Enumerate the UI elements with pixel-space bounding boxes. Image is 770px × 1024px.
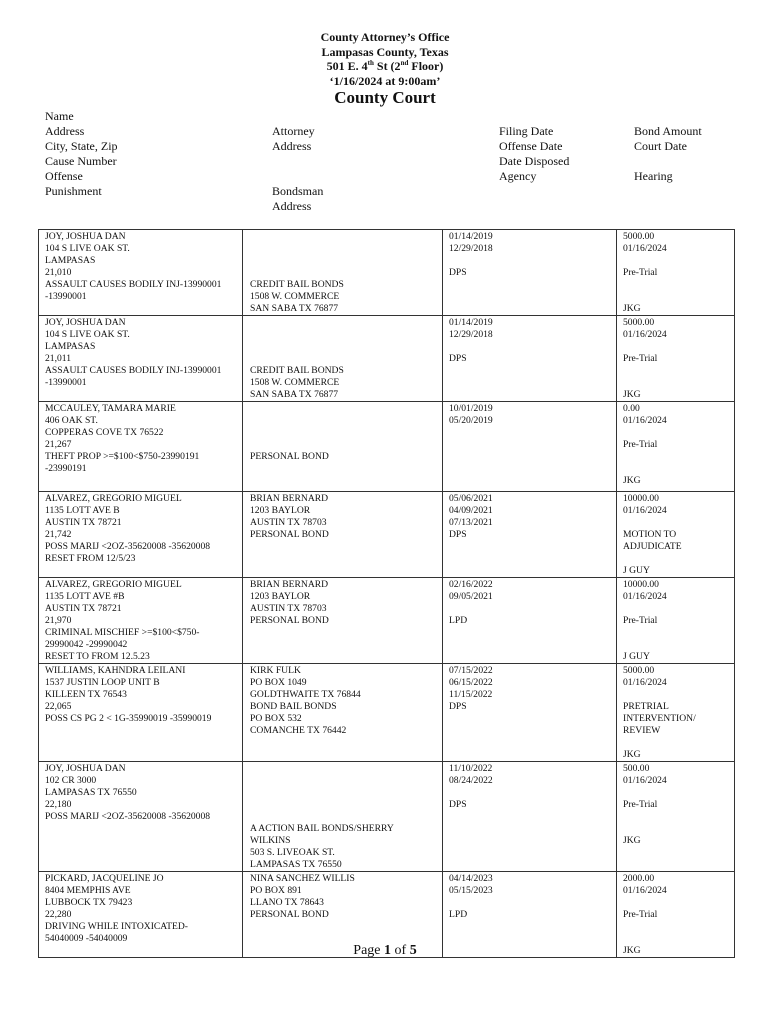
dates-agency-cell bbox=[443, 578, 617, 664]
cell-line: -23990191 bbox=[45, 463, 87, 474]
cell-line bbox=[250, 553, 442, 565]
dates-agency-cell bbox=[443, 316, 617, 402]
bond-court-cell bbox=[617, 762, 735, 872]
bond-court-cell bbox=[617, 402, 735, 492]
cell-line: REVIEW bbox=[623, 725, 661, 736]
cell-line: 12/29/2018 bbox=[449, 243, 493, 254]
cell-line: THEFT PROP >=$100<$750-23990191 bbox=[45, 451, 200, 462]
cell-line: ASSAULT CAUSES BODILY INJ-13990001 bbox=[45, 279, 222, 290]
cell-line: 05/20/2019 bbox=[449, 415, 493, 426]
cell-line: JKG bbox=[623, 389, 641, 400]
cell-line: 07/13/2021 bbox=[449, 517, 493, 528]
cell-line bbox=[250, 811, 442, 823]
cell-line: PO BOX 891 bbox=[250, 885, 302, 896]
cell-line bbox=[623, 811, 734, 823]
defendant-cell bbox=[39, 762, 243, 872]
cell-line: Pre-Trial bbox=[623, 615, 658, 626]
cell-line: 01/16/2024 bbox=[623, 591, 667, 602]
cell-line: JKG bbox=[623, 475, 641, 486]
cell-line bbox=[250, 639, 442, 651]
docket-row bbox=[39, 664, 735, 762]
cell-line: 10/01/2019 bbox=[449, 403, 493, 414]
defendant-cell bbox=[39, 578, 243, 664]
cell-line: 04/09/2021 bbox=[449, 505, 493, 516]
cell-line: WILLIAMS, KAHNDRA LEILANI bbox=[45, 665, 186, 676]
cell-line: DPS bbox=[449, 267, 467, 278]
bond-court-cell bbox=[617, 492, 735, 578]
docket-row bbox=[39, 230, 735, 316]
cell-line: LUBBOCK TX 79423 bbox=[45, 897, 133, 908]
docket-row bbox=[39, 402, 735, 492]
cell-line: 21,742 bbox=[45, 529, 72, 540]
legend-defendant: Name Address City, State, Zip Cause Number Offense Punishment bbox=[45, 109, 118, 198]
cell-line: 406 OAK ST. bbox=[45, 415, 98, 426]
docket-row bbox=[39, 316, 735, 402]
cell-line: GOLDTHWAITE TX 76844 bbox=[250, 689, 361, 700]
cell-line: 1508 W. COMMERCE bbox=[250, 377, 340, 388]
cell-line bbox=[449, 341, 616, 353]
cell-line bbox=[250, 737, 442, 749]
cell-line bbox=[449, 787, 616, 799]
cell-line bbox=[250, 231, 442, 243]
cell-line: 503 S. LIVEOAK ST. bbox=[250, 847, 335, 858]
defendant-cell bbox=[39, 664, 243, 762]
cell-line: 0.00 bbox=[623, 403, 640, 414]
cell-line: Pre-Trial bbox=[623, 909, 658, 920]
cell-line: 1203 BAYLOR bbox=[250, 505, 311, 516]
cell-line bbox=[250, 463, 442, 475]
county-title: Lampasas County, Texas bbox=[321, 45, 449, 59]
dates-agency-cell bbox=[443, 492, 617, 578]
cell-line: 05/06/2021 bbox=[449, 493, 493, 504]
page-number: Page 1 of 5 bbox=[353, 943, 417, 958]
cell-line: 104 S LIVE OAK ST. bbox=[45, 243, 130, 254]
cell-line: 1135 LOTT AVE #B bbox=[45, 591, 125, 602]
cell-line: PERSONAL BOND bbox=[250, 909, 329, 920]
cell-line: 5000.00 bbox=[623, 317, 655, 328]
cell-line bbox=[623, 823, 734, 835]
cell-line: 01/16/2024 bbox=[623, 243, 667, 254]
bond-court-cell bbox=[617, 230, 735, 316]
cell-line: 09/05/2021 bbox=[449, 591, 493, 602]
cell-line bbox=[623, 627, 734, 639]
cell-line: LAMPASAS TX 76550 bbox=[250, 859, 342, 870]
cell-line bbox=[250, 541, 442, 553]
cell-line: 21,970 bbox=[45, 615, 72, 626]
cell-line: ASSAULT CAUSES BODILY INJ-13990001 bbox=[45, 365, 222, 376]
cell-line: CREDIT BAIL BONDS bbox=[250, 365, 344, 376]
cell-line: JKG bbox=[623, 303, 641, 314]
defendant-cell bbox=[39, 492, 243, 578]
cell-line: 01/14/2019 bbox=[449, 317, 493, 328]
attorney-bondsman-cell bbox=[243, 578, 443, 664]
docket-datetime: ‘1/16/2024 at 9:00am’ bbox=[329, 74, 441, 88]
cell-line: 01/16/2024 bbox=[623, 505, 667, 516]
cell-line bbox=[623, 553, 734, 565]
cell-line: AUSTIN TX 78721 bbox=[45, 517, 122, 528]
cell-line: SAN SABA TX 76877 bbox=[250, 389, 339, 400]
cell-line: 01/14/2019 bbox=[449, 231, 493, 242]
cell-line bbox=[449, 603, 616, 615]
cell-line bbox=[250, 353, 442, 365]
cell-line: NINA SANCHEZ WILLIS bbox=[250, 873, 355, 884]
cell-line: 21,267 bbox=[45, 439, 72, 450]
cell-line: 5000.00 bbox=[623, 665, 655, 676]
docket-row bbox=[39, 578, 735, 664]
cell-line: DPS bbox=[449, 353, 467, 364]
cell-line bbox=[250, 255, 442, 267]
cell-line: JOY, JOSHUA DAN bbox=[45, 231, 126, 242]
cell-line bbox=[250, 565, 442, 577]
cell-line: A ACTION BAIL BONDS/SHERRY bbox=[250, 823, 394, 834]
cell-line: 22,065 bbox=[45, 701, 72, 712]
cell-line: 04/14/2023 bbox=[449, 873, 493, 884]
cell-line: DRIVING WHILE INTOXICATED- bbox=[45, 921, 188, 932]
cell-line: ALVAREZ, GREGORIO MIGUEL bbox=[45, 579, 182, 590]
cell-line: MOTION TO bbox=[623, 529, 677, 540]
cell-line: WILKINS bbox=[250, 835, 291, 846]
cell-line bbox=[250, 439, 442, 451]
docket-row bbox=[39, 492, 735, 578]
attorney-bondsman-cell bbox=[243, 762, 443, 872]
cell-line bbox=[623, 451, 734, 463]
cell-line bbox=[623, 463, 734, 475]
cell-line: 01/16/2024 bbox=[623, 775, 667, 786]
cell-line: LAMPASAS bbox=[45, 341, 96, 352]
cell-line: 10000.00 bbox=[623, 579, 659, 590]
cell-line bbox=[623, 279, 734, 291]
cell-line: 10000.00 bbox=[623, 493, 659, 504]
cell-line: Pre-Trial bbox=[623, 267, 658, 278]
defendant-cell bbox=[39, 230, 243, 316]
cell-line: PERSONAL BOND bbox=[250, 615, 329, 626]
cell-line: J GUY bbox=[623, 651, 650, 662]
docket-table-body bbox=[39, 230, 735, 958]
cell-line: POSS MARIJ <2OZ-35620008 -35620008 bbox=[45, 541, 211, 552]
bond-court-cell bbox=[617, 578, 735, 664]
cell-line bbox=[250, 427, 442, 439]
attorney-bondsman-cell bbox=[243, 664, 443, 762]
court-title: County Court bbox=[334, 88, 436, 107]
cell-line: 102 CR 3000 bbox=[45, 775, 97, 786]
cell-line bbox=[250, 243, 442, 255]
cell-line: Pre-Trial bbox=[623, 799, 658, 810]
cell-line: AUSTIN TX 78721 bbox=[45, 603, 122, 614]
cell-line bbox=[623, 255, 734, 267]
cell-line: RESET FROM 12/5/23 bbox=[45, 553, 136, 564]
cell-line: BRIAN BERNARD bbox=[250, 579, 329, 590]
cell-line bbox=[250, 403, 442, 415]
cell-line: 11/10/2022 bbox=[449, 763, 493, 774]
cell-line bbox=[623, 787, 734, 799]
cell-line: BRIAN BERNARD bbox=[250, 493, 329, 504]
cell-line: LPD bbox=[449, 909, 468, 920]
bond-court-cell bbox=[617, 664, 735, 762]
cell-line bbox=[623, 377, 734, 389]
cell-line: PERSONAL BOND bbox=[250, 451, 329, 462]
cell-line: JKG bbox=[623, 945, 641, 956]
cell-line: DPS bbox=[449, 701, 467, 712]
office-address: 501 E. 4th St (2nd Floor) bbox=[326, 59, 444, 73]
cell-line: PICKARD, JACQUELINE JO bbox=[45, 873, 164, 884]
cell-line: COMANCHE TX 76442 bbox=[250, 725, 347, 736]
cell-line: KIRK FULK bbox=[250, 665, 301, 676]
cell-line: -13990001 bbox=[45, 291, 87, 302]
cell-line: Pre-Trial bbox=[623, 353, 658, 364]
attorney-bondsman-cell bbox=[243, 230, 443, 316]
cell-line bbox=[250, 799, 442, 811]
cell-line bbox=[623, 291, 734, 303]
cell-line bbox=[623, 365, 734, 377]
cell-line bbox=[449, 255, 616, 267]
cell-line: SAN SABA TX 76877 bbox=[250, 303, 339, 314]
cell-line: RESET TO FROM 12.5.23 bbox=[45, 651, 150, 662]
cell-line: ALVAREZ, GREGORIO MIGUEL bbox=[45, 493, 182, 504]
cell-line: POSS CS PG 2 < 1G-35990019 -35990019 bbox=[45, 713, 212, 724]
cell-line: LAMPASAS TX 76550 bbox=[45, 787, 137, 798]
cell-line: 01/16/2024 bbox=[623, 415, 667, 426]
cell-line: PO BOX 1049 bbox=[250, 677, 307, 688]
defendant-cell bbox=[39, 316, 243, 402]
cell-line: 8404 MEMPHIS AVE bbox=[45, 885, 131, 896]
cell-line: 29990042 -29990042 bbox=[45, 639, 128, 650]
cell-line: 500.00 bbox=[623, 763, 650, 774]
cell-line: 11/15/2022 bbox=[449, 689, 493, 700]
cell-line: 07/15/2022 bbox=[449, 665, 493, 676]
cell-line: AUSTIN TX 78703 bbox=[250, 603, 327, 614]
cell-line: 22,280 bbox=[45, 909, 72, 920]
legend-attorney: Attorney Address Bondsman Address bbox=[272, 124, 324, 213]
cell-line bbox=[449, 427, 616, 439]
cell-line: 21,010 bbox=[45, 267, 72, 278]
cell-line: 06/15/2022 bbox=[449, 677, 493, 688]
cell-line: CREDIT BAIL BONDS bbox=[250, 279, 344, 290]
cell-line bbox=[623, 517, 734, 529]
cell-line bbox=[250, 921, 442, 933]
cell-line: LAMPASAS bbox=[45, 255, 96, 266]
dates-agency-cell bbox=[443, 402, 617, 492]
cell-line bbox=[250, 317, 442, 329]
cell-line bbox=[250, 341, 442, 353]
cell-line: 1203 BAYLOR bbox=[250, 591, 311, 602]
cell-line bbox=[623, 689, 734, 701]
cell-line bbox=[250, 329, 442, 341]
cell-line: ADJUDICATE bbox=[623, 541, 682, 552]
cell-line: 02/16/2022 bbox=[449, 579, 493, 590]
cell-line bbox=[250, 651, 442, 663]
cell-line bbox=[250, 627, 442, 639]
cell-line bbox=[250, 763, 442, 775]
cell-line: JKG bbox=[623, 835, 641, 846]
cell-line: BOND BAIL BONDS bbox=[250, 701, 337, 712]
cell-line: 1537 JUSTIN LOOP UNIT B bbox=[45, 677, 160, 688]
cell-line: COPPERAS COVE TX 76522 bbox=[45, 427, 164, 438]
cell-line: 12/29/2018 bbox=[449, 329, 493, 340]
cell-line: JOY, JOSHUA DAN bbox=[45, 317, 126, 328]
cell-line bbox=[449, 439, 616, 451]
cell-line: PERSONAL BOND bbox=[250, 529, 329, 540]
cell-line bbox=[623, 639, 734, 651]
cell-line: POSS MARIJ <2OZ-35620008 -35620008 bbox=[45, 811, 211, 822]
attorney-bondsman-cell bbox=[243, 316, 443, 402]
cell-line: -13990001 bbox=[45, 377, 87, 388]
cell-line: JKG bbox=[623, 749, 641, 760]
legend-dates: Filing Date Offense Date Date Disposed Agency bbox=[499, 124, 570, 183]
cell-line: LPD bbox=[449, 615, 468, 626]
attorney-bondsman-cell bbox=[243, 402, 443, 492]
dates-agency-cell bbox=[443, 664, 617, 762]
cell-line bbox=[250, 787, 442, 799]
cell-line: Pre-Trial bbox=[623, 439, 658, 450]
cell-line bbox=[250, 267, 442, 279]
cell-line: DPS bbox=[449, 799, 467, 810]
cell-line: 104 S LIVE OAK ST. bbox=[45, 329, 130, 340]
cell-line bbox=[623, 737, 734, 749]
cell-line bbox=[449, 897, 616, 909]
office-title: County Attorney’s Office bbox=[320, 30, 450, 44]
dates-agency-cell bbox=[443, 762, 617, 872]
cell-line: 01/16/2024 bbox=[623, 885, 667, 896]
cell-line: CRIMINAL MISCHIEF >=$100<$750- bbox=[45, 627, 200, 638]
attorney-bondsman-cell bbox=[243, 492, 443, 578]
cell-line: 22,180 bbox=[45, 799, 72, 810]
legend-bond: Bond Amount Court Date Hearing bbox=[634, 124, 702, 183]
defendant-cell bbox=[39, 402, 243, 492]
cell-line bbox=[623, 603, 734, 615]
cell-line: LLANO TX 78643 bbox=[250, 897, 324, 908]
cell-line: JOY, JOSHUA DAN bbox=[45, 763, 126, 774]
cell-line: 2000.00 bbox=[623, 873, 655, 884]
cell-line: 05/15/2023 bbox=[449, 885, 493, 896]
docket-table bbox=[38, 229, 735, 958]
cell-line: PRETRIAL bbox=[623, 701, 669, 712]
cell-line: INTERVENTION/ bbox=[623, 713, 696, 724]
cell-line bbox=[250, 415, 442, 427]
cell-line: 1508 W. COMMERCE bbox=[250, 291, 340, 302]
cell-line bbox=[623, 427, 734, 439]
cell-line bbox=[623, 897, 734, 909]
cell-line: 01/16/2024 bbox=[623, 677, 667, 688]
cell-line: 54040009 -54040009 bbox=[45, 933, 128, 944]
cell-line: J GUY bbox=[623, 565, 650, 576]
cell-line: KILLEEN TX 76543 bbox=[45, 689, 127, 700]
cell-line bbox=[250, 775, 442, 787]
cell-line: 1135 LOTT AVE B bbox=[45, 505, 120, 516]
docket-row bbox=[39, 762, 735, 872]
dates-agency-cell bbox=[443, 230, 617, 316]
cell-line: 08/24/2022 bbox=[449, 775, 493, 786]
cell-line: PO BOX 532 bbox=[250, 713, 302, 724]
cell-line bbox=[623, 921, 734, 933]
bond-court-cell bbox=[617, 316, 735, 402]
cell-line: 5000.00 bbox=[623, 231, 655, 242]
cell-line bbox=[623, 341, 734, 353]
cell-line: 21,011 bbox=[45, 353, 72, 364]
cell-line: 01/16/2024 bbox=[623, 329, 667, 340]
cell-line bbox=[250, 475, 442, 487]
cell-line: MCCAULEY, TAMARA MARIE bbox=[45, 403, 176, 414]
cell-line: DPS bbox=[449, 529, 467, 540]
cell-line: AUSTIN TX 78703 bbox=[250, 517, 327, 528]
